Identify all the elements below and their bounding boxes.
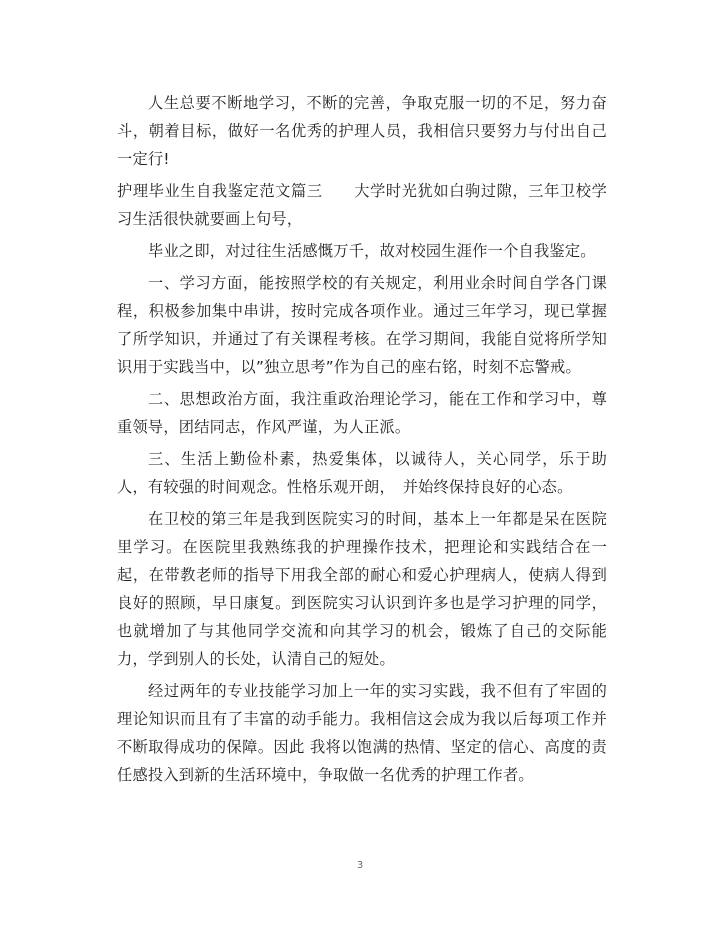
paragraph-section-heading: 护理毕业生自我鉴定范文篇三 大学时光犹如白驹过隙，三年卫校学习生活很快就要画上句号， xyxy=(117,182,607,228)
paragraph-internship: 在卫校的第三年是我到医院实习的时间，基本上一年都是呆在医院里学习。在医院里我熟练我的护理操作技术，把理论和实践结合在一起，在带教老师的指导下用我全部的耐心和爱心护理病人，使病人得到良好的照顾，早日康复。到医院实习认识到许多也是学习护理的同学，也就增加了与其他同学交流和向其学习的机会，锻炼了自己的交际能力，学到别人的长处，认清自己的短处。 xyxy=(117,510,607,668)
paragraph-graduation-intro: 毕业之即，对过往生活感慨万千，故对校园生涯作一个自我鉴定。 xyxy=(148,242,596,260)
paragraph-closing-resolve: 人生总要不断地学习，不断的完善，争取克服一切的不足，努力奋斗，朝着目标，做好一名优秀的护理人员，我相信只要努力与付出自己一定行! xyxy=(117,94,607,168)
paragraph-life: 三、生活上勤俭朴素，热爱集体，以诚待人，关心同学，乐于助人，有较强的时间观念。性格乐观开朗， 并始终保持良好的心态。 xyxy=(117,450,607,496)
paragraph-conclusion: 经过两年的专业技能学习加上一年的实习实践，我不但有了牢固的理论知识而且有了丰富的动手能力。我相信这会成为我以后每项工作并不断取得成功的保障。因此 我将以饱满的热情、坚定的信心、高度的责任感投入到新的生活环境中，争取做一名优秀的护理工作者。 xyxy=(117,682,607,784)
paragraph-politics: 二、思想政治方面，我注重政治理论学习，能在工作和学习中，尊重领导，团结同志，作风严谨，为人正派。 xyxy=(117,390,607,436)
page-number: 3 xyxy=(356,860,364,871)
paragraph-study: 一、学习方面，能按照学校的有关规定，利用业余时间自学各门课程，积极参加集中串讲，按时完成各项作业。通过三年学习，现已掌握了所学知识，并通过了有关课程考核。在学习期间，我能自觉将所学知识用于实践当中，以”独立思考”作为自己的座右铭，时刻不忘警戒。 xyxy=(117,274,607,376)
document-body xyxy=(117,89,607,793)
